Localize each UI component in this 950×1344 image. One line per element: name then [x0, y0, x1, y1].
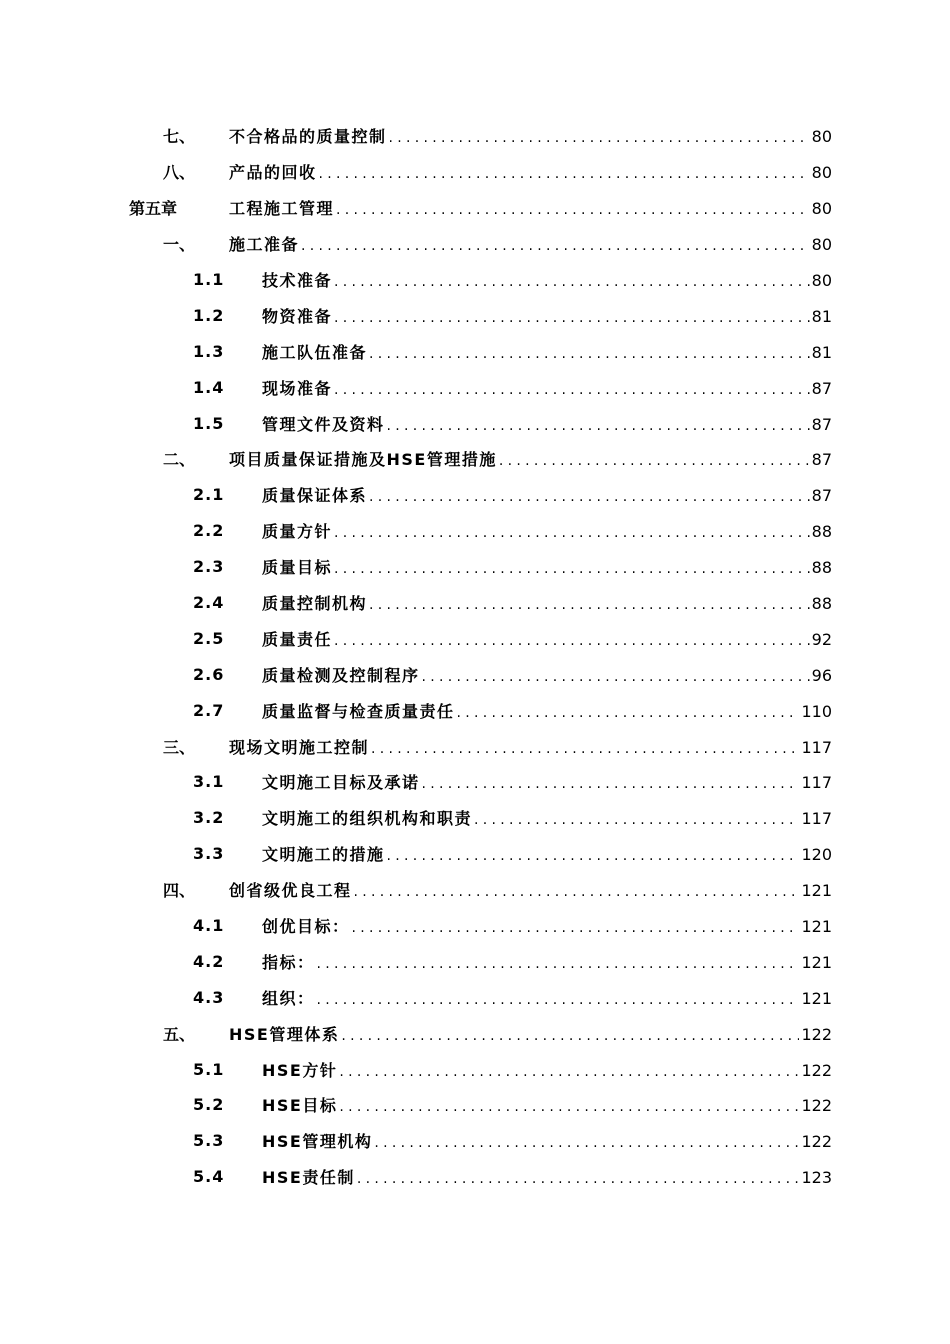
toc-entry-page-number: 117	[801, 809, 832, 829]
toc-leader-dots	[334, 525, 810, 541]
toc-entry-title: 产品的回收	[229, 163, 317, 183]
toc-leader-dots	[334, 382, 810, 398]
toc-entry-title: 工程施工管理	[229, 199, 335, 219]
toc-entry-number: 4.3	[193, 987, 225, 1007]
toc-entry-title: 施工队伍准备	[262, 342, 368, 362]
toc-entry-number: 1.1	[193, 270, 225, 289]
toc-entry-number: 2.3	[193, 557, 225, 577]
toc-entry-number: 2.5	[193, 628, 225, 648]
toc-entry-title: 技术准备	[262, 271, 333, 290]
toc-entry[interactable]	[0, 943, 950, 979]
toc-entry-number: 5.2	[193, 1095, 225, 1115]
toc-leader-dots	[357, 1171, 800, 1187]
toc-entry-line	[262, 519, 832, 542]
toc-entry-title: 质量目标	[262, 558, 333, 578]
toc-entry-line	[262, 627, 832, 650]
toc-entry[interactable]	[0, 908, 950, 944]
toc-leader-dots	[317, 956, 800, 972]
toc-entry-title: 项目质量保证措施及HSE管理措施	[229, 450, 497, 470]
toc-leader-dots	[371, 741, 799, 757]
toc-entry-number: 2.7	[193, 700, 225, 720]
toc-leader-dots	[334, 561, 810, 577]
toc-entry-line	[262, 376, 832, 399]
toc-entry-title: HSE管理体系	[229, 1024, 340, 1044]
toc-entry-number: 2.6	[193, 664, 225, 684]
toc-leader-dots	[317, 992, 800, 1008]
toc-entry-title: HSE管理机构	[262, 1132, 373, 1152]
toc-entry-number: 八、	[163, 163, 196, 183]
toc-entry-title: 质量检测及控制程序	[262, 665, 420, 685]
toc-entry[interactable]	[0, 513, 950, 549]
toc-entry-page-number: 121	[801, 952, 832, 972]
toc-entry[interactable]	[0, 872, 950, 908]
toc-entry-title: HSE责任制	[262, 1168, 355, 1188]
toc-entry-number: 2.2	[193, 521, 225, 541]
toc-entry-title: 质量责任	[262, 629, 333, 649]
toc-entry-number: 1.2	[193, 305, 225, 325]
toc-entry-number: 1.5	[193, 413, 225, 433]
toc-entry-number: 三、	[163, 737, 196, 757]
toc-entry-line	[262, 555, 832, 578]
toc-leader-dots	[474, 812, 799, 828]
toc-entry-line	[262, 1093, 832, 1116]
toc-entry-number: 第五章	[129, 199, 178, 219]
toc-entry[interactable]	[0, 1159, 950, 1195]
toc-entry-line	[229, 1022, 832, 1045]
toc-entry-number: 五、	[163, 1024, 196, 1044]
toc-entry[interactable]	[0, 1123, 950, 1159]
toc-entry-title: 文明施工目标及承诺	[262, 773, 420, 793]
toc-entry[interactable]	[0, 441, 950, 477]
toc-leader-dots	[334, 310, 810, 326]
toc-entry-page-number: 81	[811, 306, 832, 326]
toc-entry-line	[262, 914, 832, 937]
toc-entry-number: 1.3	[193, 341, 225, 361]
toc-entry[interactable]	[0, 585, 950, 621]
toc-entry-page-number: 117	[801, 737, 832, 757]
toc-entry-title: 质量保证体系	[262, 486, 368, 506]
toc-entry-page-number: 80	[811, 163, 832, 183]
toc-entry-page-number: 88	[811, 558, 832, 578]
toc-entry[interactable]	[0, 1051, 950, 1087]
toc-entry[interactable]	[0, 1015, 950, 1051]
toc-entry-page-number: 121	[801, 881, 832, 901]
toc-entry-page-number: 117	[801, 773, 832, 793]
toc-entry-number: 二、	[163, 450, 196, 470]
toc-entry[interactable]	[0, 656, 950, 692]
toc-entry-page-number: 80	[811, 199, 832, 219]
toc-entry[interactable]	[0, 764, 950, 800]
table-of-contents	[0, 118, 950, 1195]
toc-entry[interactable]	[0, 836, 950, 872]
toc-leader-dots	[387, 848, 800, 864]
toc-leader-dots	[334, 274, 810, 290]
toc-entry-line	[262, 483, 832, 506]
toc-entry-number: 2.4	[193, 593, 225, 613]
toc-leader-dots	[339, 1064, 799, 1080]
toc-entry-number: 5.3	[193, 1131, 225, 1151]
toc-leader-dots	[457, 705, 800, 721]
toc-entry-number: 3.2	[193, 808, 225, 828]
toc-entry[interactable]	[0, 154, 950, 190]
toc-entry-line	[262, 591, 832, 614]
toc-entry-number: 5.4	[193, 1167, 225, 1187]
toc-entry-line	[262, 412, 832, 435]
toc-entry-number: 4.2	[193, 951, 225, 971]
toc-entry[interactable]	[0, 369, 950, 405]
toc-entry[interactable]	[0, 979, 950, 1015]
toc-entry-line	[262, 268, 832, 291]
toc-leader-dots	[341, 1028, 799, 1044]
toc-leader-dots	[422, 669, 810, 685]
toc-leader-dots	[369, 489, 810, 505]
toc-entry-line	[229, 878, 832, 901]
toc-entry-page-number: 88	[811, 522, 832, 542]
toc-leader-dots	[336, 202, 810, 218]
toc-entry-line	[262, 1058, 832, 1081]
toc-entry[interactable]	[0, 549, 950, 585]
toc-entry-title: 创优目标：	[262, 917, 350, 937]
toc-entry-title: 指标：	[262, 952, 315, 972]
toc-entry-title: 文明施工的措施	[262, 845, 385, 865]
toc-entry-number: 3.1	[193, 772, 225, 792]
toc-entry[interactable]	[0, 118, 950, 154]
toc-entry-title: 质量方针	[262, 522, 333, 542]
toc-entry-title: 不合格品的质量控制	[229, 127, 387, 147]
toc-entry-line	[262, 1129, 832, 1152]
toc-entry-title: 质量监督与检查质量责任	[262, 701, 455, 721]
toc-entry-page-number: 87	[811, 414, 832, 434]
toc-entry-title: 施工准备	[229, 235, 300, 255]
toc-leader-dots	[499, 453, 810, 469]
toc-entry-line	[262, 986, 832, 1009]
toc-entry[interactable]	[0, 262, 950, 298]
toc-entry-page-number: 87	[811, 450, 832, 470]
toc-entry-line	[262, 1165, 832, 1188]
toc-leader-dots	[354, 884, 800, 900]
toc-entry[interactable]	[0, 333, 950, 369]
toc-leader-dots	[319, 166, 810, 182]
toc-entry-page-number: 81	[811, 342, 832, 362]
toc-leader-dots	[352, 920, 800, 936]
toc-leader-dots	[334, 633, 810, 649]
toc-leader-dots	[369, 346, 810, 362]
toc-entry-line	[229, 196, 832, 219]
toc-entry-page-number: 122	[801, 1024, 832, 1044]
toc-leader-dots	[422, 776, 800, 792]
toc-entry-line	[262, 806, 832, 829]
toc-entry-page-number: 80	[811, 127, 832, 147]
toc-entry-line	[262, 699, 832, 722]
toc-entry-page-number: 87	[811, 486, 832, 506]
toc-entry-title: HSE方针	[262, 1060, 338, 1080]
toc-entry-page-number: 80	[811, 271, 832, 290]
toc-leader-dots	[389, 130, 810, 146]
toc-entry-number: 1.4	[193, 377, 225, 397]
toc-entry-page-number: 92	[811, 629, 832, 649]
toc-entry-line	[262, 842, 832, 865]
toc-entry-number: 3.3	[193, 844, 225, 864]
toc-entry-number: 4.1	[193, 916, 225, 936]
toc-entry[interactable]	[0, 692, 950, 728]
toc-entry-line	[229, 447, 832, 470]
toc-leader-dots	[339, 1099, 799, 1115]
toc-entry-line	[262, 663, 832, 686]
toc-entry[interactable]	[0, 190, 950, 226]
toc-entry-line	[229, 124, 832, 147]
toc-entry-line	[229, 160, 832, 183]
toc-entry-page-number: 96	[811, 665, 832, 685]
toc-entry[interactable]	[0, 477, 950, 513]
toc-entry-title: 物资准备	[262, 306, 333, 326]
toc-entry-title: 管理文件及资料	[262, 414, 385, 434]
toc-entry-line	[262, 340, 832, 363]
toc-entry-line	[262, 770, 832, 793]
toc-entry[interactable]	[0, 405, 950, 441]
toc-entry-page-number: 80	[811, 235, 832, 255]
toc-entry[interactable]	[0, 1087, 950, 1123]
toc-entry-page-number: 120	[801, 845, 832, 865]
toc-entry[interactable]	[0, 800, 950, 836]
toc-entry-number: 2.1	[193, 485, 225, 505]
toc-entry-title: 组织：	[262, 988, 315, 1008]
toc-leader-dots	[387, 418, 810, 434]
toc-entry-line	[229, 735, 832, 758]
toc-entry[interactable]	[0, 226, 950, 262]
toc-entry[interactable]	[0, 728, 950, 764]
toc-entry-number: 七、	[163, 127, 196, 147]
toc-entry-title: HSE目标	[262, 1096, 338, 1116]
toc-entry-page-number: 123	[801, 1168, 832, 1188]
toc-entry[interactable]	[0, 620, 950, 656]
toc-entry-title: 文明施工的组织机构和职责	[262, 809, 473, 829]
toc-entry-title: 质量控制机构	[262, 594, 368, 614]
toc-entry-line	[262, 950, 832, 973]
toc-entry-title: 创省级优良工程	[229, 881, 352, 901]
toc-entry-page-number: 87	[811, 378, 832, 398]
toc-entry-page-number: 121	[801, 917, 832, 937]
toc-entry-line	[262, 304, 832, 327]
toc-entry-page-number: 88	[811, 594, 832, 614]
toc-leader-dots	[369, 597, 810, 613]
toc-leader-dots	[374, 1135, 799, 1151]
toc-entry-page-number: 122	[801, 1096, 832, 1116]
toc-entry-page-number: 121	[801, 988, 832, 1008]
toc-entry-number: 四、	[163, 881, 196, 901]
toc-entry-page-number: 122	[801, 1060, 832, 1080]
toc-entry-title: 现场准备	[262, 378, 333, 398]
toc-entry-page-number: 110	[801, 701, 832, 721]
toc-entry-number: 一、	[163, 235, 196, 255]
toc-entry[interactable]	[0, 297, 950, 333]
toc-entry-number: 5.1	[193, 1059, 225, 1079]
toc-entry-line	[229, 232, 832, 255]
toc-entry-title: 现场文明施工控制	[229, 737, 370, 757]
toc-leader-dots	[301, 238, 810, 254]
toc-entry-page-number: 122	[801, 1132, 832, 1152]
